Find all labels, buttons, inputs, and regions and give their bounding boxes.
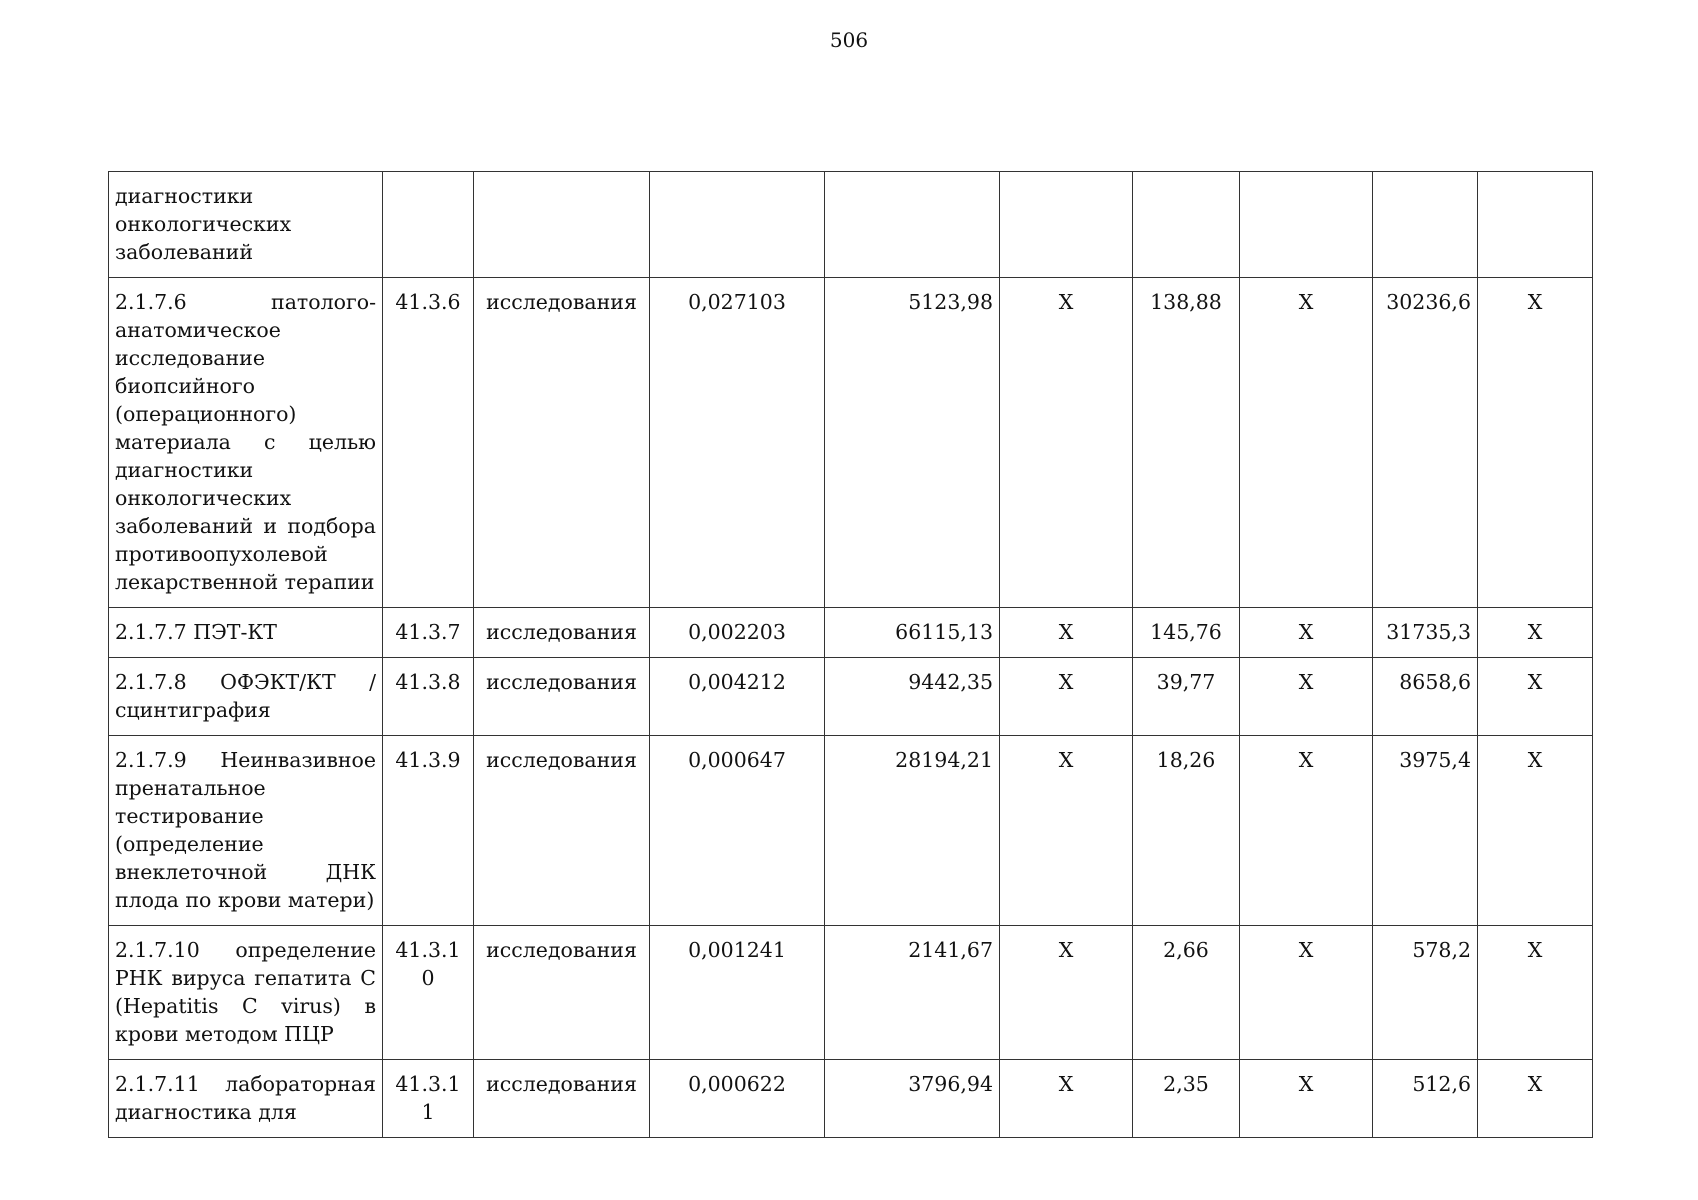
cell-x3: Х <box>1478 608 1593 658</box>
cell-x2: Х <box>1240 736 1373 926</box>
cell-name: 2.1.7.10 определение РНК вируса гепатита С (Hepatitis C virus) в крови методом ПЦР <box>109 926 383 1060</box>
cell-x3: Х <box>1478 926 1593 1060</box>
cell-c2: 31735,3 <box>1373 608 1478 658</box>
cell-code: 41.3.6 <box>383 278 474 608</box>
cell-c2: 512,6 <box>1373 1060 1478 1138</box>
cell-cost: 5123,98 <box>825 278 1000 608</box>
table-row <box>109 926 1593 1060</box>
cell-volume: 0,001241 <box>650 926 825 1060</box>
cell-x3: Х <box>1478 278 1593 608</box>
cell-x2: Х <box>1240 926 1373 1060</box>
cell-c1: 2,35 <box>1133 1060 1240 1138</box>
cell-code: 41.3.7 <box>383 608 474 658</box>
cell-cost: 66115,13 <box>825 608 1000 658</box>
cell-unit: исследования <box>474 926 650 1060</box>
cell-x2: Х <box>1240 278 1373 608</box>
cell-x3: Х <box>1478 736 1593 926</box>
cell-x2: Х <box>1240 608 1373 658</box>
cell-volume: 0,002203 <box>650 608 825 658</box>
cell-name: 2.1.7.11 лабораторная диагностика для <box>109 1060 383 1138</box>
cell-x3: Х <box>1478 1060 1593 1138</box>
table-row <box>109 278 1593 608</box>
cell-name: 2.1.7.8 ОФЭКТ/КТ /сцинтиграфия <box>109 658 383 736</box>
cell-c2: 30236,6 <box>1373 278 1478 608</box>
cell-cost: 9442,35 <box>825 658 1000 736</box>
cell-cost <box>825 172 1000 278</box>
data-table <box>108 171 1593 1138</box>
cell-cost: 3796,94 <box>825 1060 1000 1138</box>
cell-x3: Х <box>1478 658 1593 736</box>
cell-c2 <box>1373 172 1478 278</box>
table-row <box>109 172 1593 278</box>
cell-x1: Х <box>1000 1060 1133 1138</box>
cell-c1: 138,88 <box>1133 278 1240 608</box>
cell-x1: Х <box>1000 278 1133 608</box>
cell-x1: Х <box>1000 926 1133 1060</box>
cell-name: 2.1.7.6 патолого-анатомическое исследование биопсийного (операционного) материала с целью диагностики онкологических заболеваний и подбора противоопухолевой лекарственной терапии <box>109 278 383 608</box>
cell-volume <box>650 172 825 278</box>
cell-x2: Х <box>1240 1060 1373 1138</box>
table-row <box>109 1060 1593 1138</box>
cell-volume: 0,000622 <box>650 1060 825 1138</box>
cell-unit <box>474 172 650 278</box>
table-row <box>109 608 1593 658</box>
cell-x2: Х <box>1240 658 1373 736</box>
table-row <box>109 658 1593 736</box>
cell-x1: Х <box>1000 608 1133 658</box>
page-number: 506 <box>829 28 869 52</box>
cell-x1: Х <box>1000 736 1133 926</box>
cell-c1: 145,76 <box>1133 608 1240 658</box>
cell-unit: исследования <box>474 658 650 736</box>
cell-code <box>383 172 474 278</box>
cell-c1 <box>1133 172 1240 278</box>
cell-c1: 18,26 <box>1133 736 1240 926</box>
cell-code: 41.3.10 <box>383 926 474 1060</box>
cell-volume: 0,000647 <box>650 736 825 926</box>
cell-name: 2.1.7.7 ПЭТ-КТ <box>109 608 383 658</box>
cell-cost: 2141,67 <box>825 926 1000 1060</box>
cell-x2 <box>1240 172 1373 278</box>
cell-unit: исследования <box>474 1060 650 1138</box>
cell-x3 <box>1478 172 1593 278</box>
cell-c1: 39,77 <box>1133 658 1240 736</box>
cell-c2: 3975,4 <box>1373 736 1478 926</box>
cell-x1 <box>1000 172 1133 278</box>
cell-unit: исследования <box>474 608 650 658</box>
cell-code: 41.3.8 <box>383 658 474 736</box>
cell-c2: 578,2 <box>1373 926 1478 1060</box>
cell-unit: исследования <box>474 736 650 926</box>
cell-code: 41.3.9 <box>383 736 474 926</box>
cell-x1: Х <box>1000 658 1133 736</box>
cell-volume: 0,027103 <box>650 278 825 608</box>
cell-name: 2.1.7.9 Неинвазивное пренатальное тестирование (определение внеклеточной ДНК плода по крови матери) <box>109 736 383 926</box>
cell-code: 41.3.11 <box>383 1060 474 1138</box>
cell-name: диагностики онкологических заболеваний <box>109 172 383 278</box>
table-row <box>109 736 1593 926</box>
cell-unit: исследования <box>474 278 650 608</box>
cell-cost: 28194,21 <box>825 736 1000 926</box>
cell-c1: 2,66 <box>1133 926 1240 1060</box>
cell-c2: 8658,6 <box>1373 658 1478 736</box>
cell-volume: 0,004212 <box>650 658 825 736</box>
